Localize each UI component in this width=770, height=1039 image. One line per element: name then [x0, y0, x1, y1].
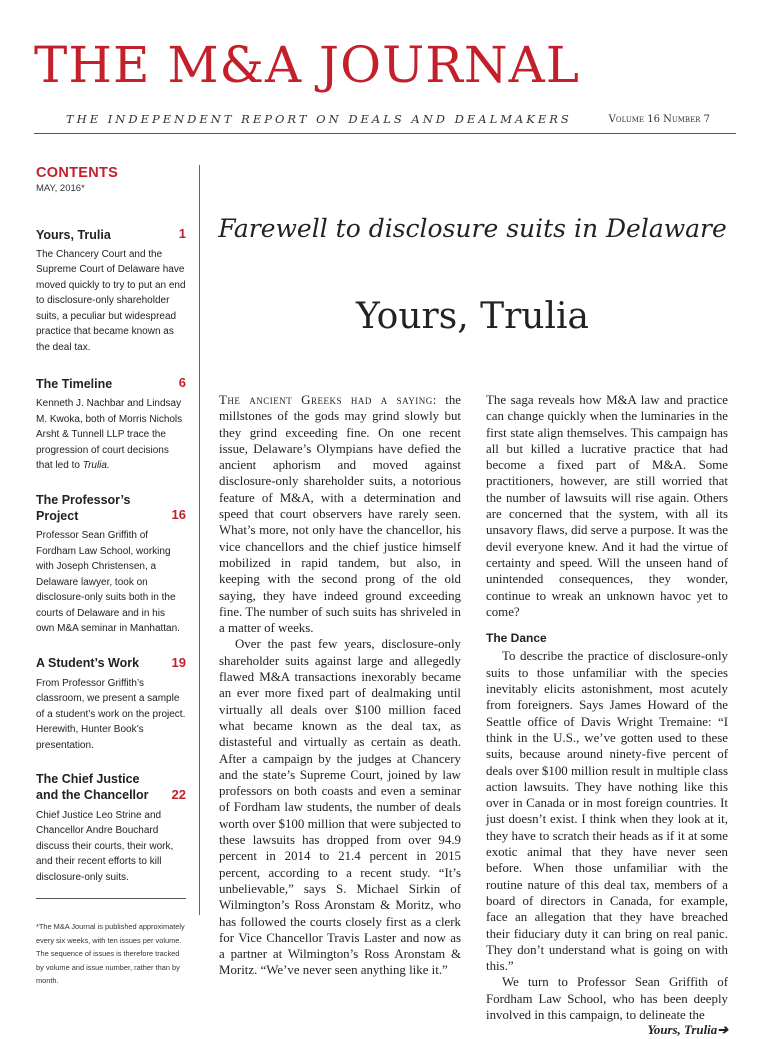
toc-page: 19 [171, 654, 186, 670]
article-column-2 [486, 392, 728, 1039]
article-paragraph: The saga reveals how M&A law and practice can change quickly when the luminaries in the first state align themselves. This campaign has all but killed a lucrative practice that had become a fixed part of M&A. Some practitioners, however, are still worried that the number of lawsuits will rise again. Others are concerned that the system, with all its unsavory flaws, did serve a purpose. It was the devil everyone knew. And it had the virtue of certainty and speed. Will the unseen hand of unintended consequences, they wonder, continue to wreak an unknown havoc yet to come? [486, 393, 728, 619]
article-paragraph: We turn to Professor Sean Griffith of Fordham Law School, who has been deeply involved in this campaign, to delineate the [486, 975, 728, 1022]
toc-item-timeline[interactable] [36, 375, 186, 473]
volume-number: Volume 16 Number 7 [608, 114, 710, 125]
toc-item-students-work[interactable] [36, 655, 186, 753]
masthead-title: THE M&A JOURNAL [34, 36, 580, 94]
sidebar-divider [36, 898, 186, 899]
footnote: *The M&A Journal is published approximately every six weeks, with ten issues per volume. The sequence of issues is therefore tracked by volume and issue number, rather than by month. [36, 922, 185, 985]
toc-title: The Professor’s Project [36, 492, 131, 524]
article-headline: Farewell to disclosure suits in Delaware [218, 214, 727, 243]
masthead-rule [34, 133, 736, 134]
toc-description: Professor Sean Griffith of Fordham Law School, working with Joseph Christensen, a Delaware lawyer, took on disclosure-only suits both in the courts of Delaware and in his own M&A seminar in Manhattan. [36, 530, 180, 635]
contents-heading: CONTENTS [36, 165, 119, 181]
masthead-tagline: THE INDEPENDENT REPORT ON DEALS AND DEALMAKERS [66, 112, 572, 126]
toc-title: The Timeline [36, 377, 113, 392]
column-divider [199, 165, 200, 915]
toc-item-yours-trulia[interactable] [36, 226, 186, 355]
article-paragraph: Over the past few years, disclosure-only shareholder suits against large and allegedly flawed M&A transactions inexorably became an ever more fixed part of dealmaking until virtually all deals over $100 million faced what became known as the deal tax, as distasteful and virtually as certain as death. After a campaign by the judges at Chancery and the state’s Supreme Court, joined by law professors on both coasts and even a seminar of Fordham law students, the number of deals worth over $100 million that were subjected to these lawsuits has dropped from over 94.9 percent in 2014 to 21.4 percent in 2015 percent, according to a recent study. “It’s unbelievable,” says S. Michael Sirkin of Wilmington’s Ross Aronstam & Moritz, who has followed the courts closely first as a clerk for Vice Chancellor Travis Laster and now as a partner at Wilmington’s Ross Aronstam & Moritz. “We’ve never seen anything like it.” [219, 637, 461, 978]
toc-page: 1 [178, 226, 186, 241]
article-title: Yours, Trulia [356, 296, 589, 337]
toc-page: 22 [171, 786, 186, 802]
toc-description: The Chancery Court and the Supreme Court of Delaware have moved quickly to try to put an end to disclosure-only shareholder suits, a peculiar but widespread practice that became known as the deal tax. [36, 248, 186, 353]
section-subhead: The Dance [486, 631, 547, 646]
contents-date: MAY, 2016* [36, 183, 85, 194]
toc-item-chief-justice[interactable] [36, 771, 186, 885]
toc-description: Kenneth J. Nachbar and Lindsay M. Kwoka, both of Morris Nichols Arsht & Tunnell LLP trace the progression of court decisions that led to Trulia. [36, 398, 183, 472]
toc-description: Chief Justice Leo Strine and Chancellor Andre Bouchard discuss their courts, their work, and their recent efforts to kill disclosure-only suits. [36, 809, 174, 883]
toc-page: 6 [178, 375, 186, 391]
toc-page: 16 [171, 507, 186, 523]
toc-emphasis: Trulia. [82, 460, 110, 472]
article-column-1 [219, 392, 461, 979]
contents-sidebar [36, 165, 186, 885]
lead-in: The ancient Greeks had a saying: [219, 393, 437, 407]
toc-item-professors-project[interactable] [36, 492, 186, 637]
toc-title: The Chief Justice and the Chancellor [36, 772, 149, 803]
toc-description: From Professor Griffith’s classroom, we present a sample of a student’s work on the project. Herewith, Hunter Book’s presentation. [36, 677, 186, 751]
article-paragraph: The ancient Greeks had a saying: the millstones of the gods may grind slowly but they grind exceeding fine. On one recent issue, Delaware’s Olympians have defied the ancient aphorism and moved against disclosure-only shareholder suits, a notorious feature of M&A, with a determination and speed that court observers have rarely seen. What’s more, not only have the chancellor, his vice chancellors and the chief justice himself mobilized in rapid tandem, but also, in keeping with the second prong of the old saying, they have indeed ground exceeding fine. The number of such suits has shriveled in a matter of weeks. [219, 393, 461, 636]
toc-title: Yours, Trulia [36, 227, 111, 242]
article-paragraph: To describe the practice of disclosure-only suits to those unfamiliar with the species inevitably elicits astonishment, most acutely from foreigners. Says James Howard of the Seattle office of Davis Wright Tremaine: “I think in the U.S., we’ve gotten used to these suits, because around ninety-five percent of deals over $100 million result in multiple class action lawsuits. They have nothing like this over in Canada or in most foreign countries. It just doesn’t exist. I think when they look at it, they have to scratch their heads as if it at some exotic animal that they have never seen before. When those unfamiliar with the routine nature of this deal tax, members of a board of directors in Canada, for example, face an allegation that they have breached their fiduciary duty it can bring on real panic. They don’t understand what is going on with this.” [486, 649, 728, 974]
toc-title: A Student’s Work [36, 656, 140, 671]
continued-link[interactable]: Yours, Trulia➔ [647, 1023, 728, 1038]
